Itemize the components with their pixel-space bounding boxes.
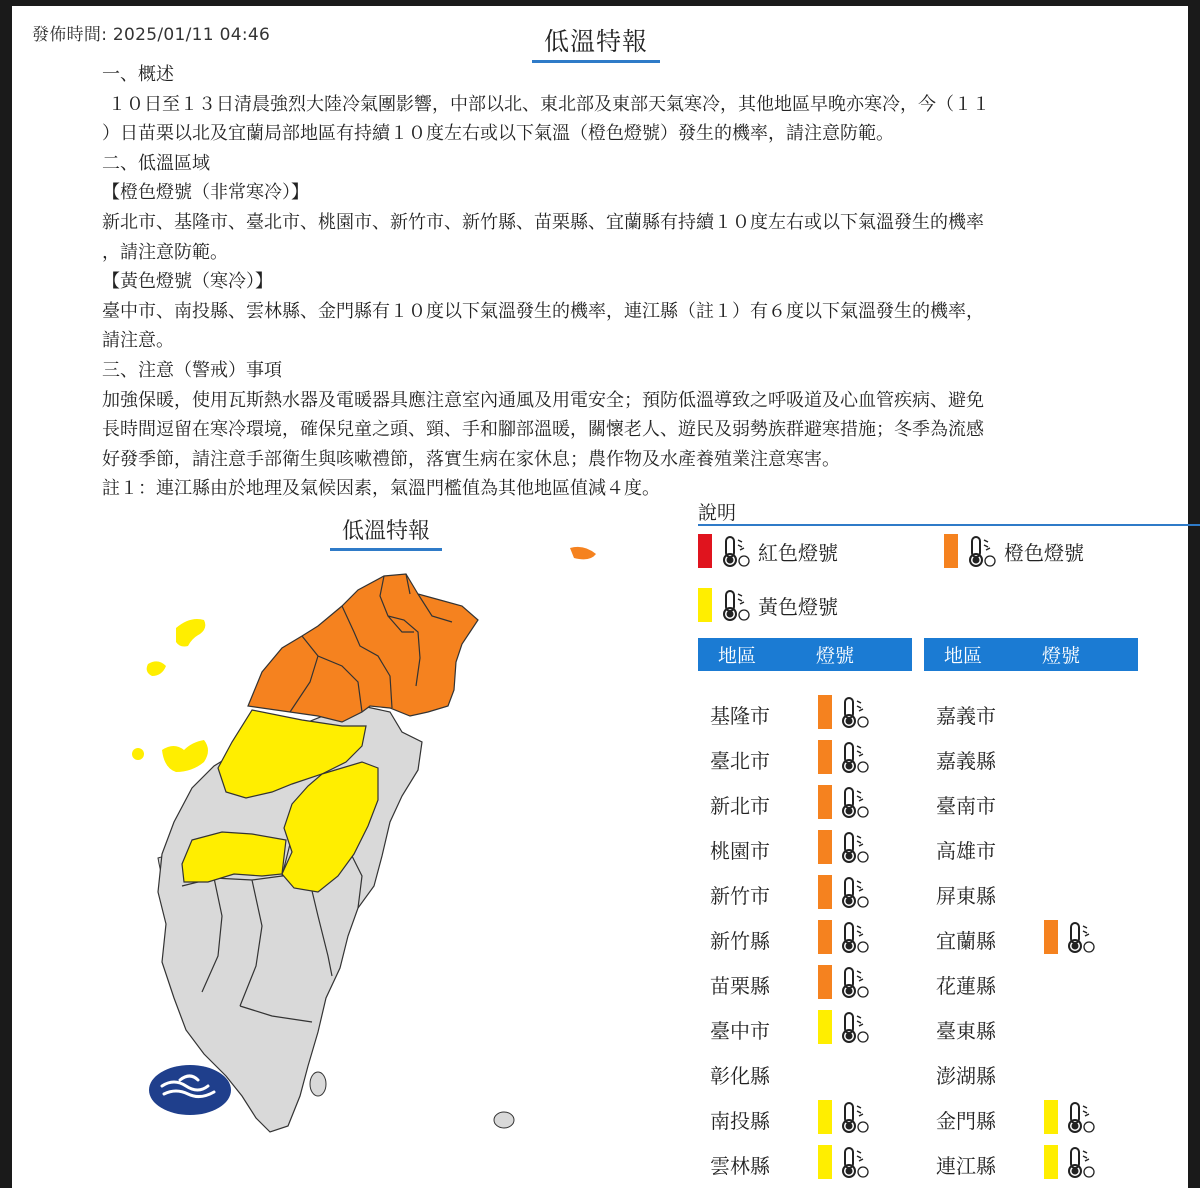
region-yellow-islands [162,740,208,772]
table-row [710,692,910,732]
region-name: 連江縣 [936,1154,996,1178]
thermometer-cold-icon [836,1100,870,1134]
region-name: 臺北市 [710,749,770,773]
text-line: 加強保暖，使用瓦斯熱水器及電暖器具應注意室內通風及用電安全；預防低溫導致之呼吸道及心血管疾病、避免 [102,389,984,411]
signal-swatch-orange [818,740,832,774]
legend-label: 紅色燈號 [758,540,838,565]
signal-icon [1062,1100,1096,1139]
text-line: 【黃色燈號（寒冷）】 [102,271,273,293]
signal-swatch-yellow [818,1145,832,1179]
thermometer-cold-icon [836,785,870,819]
signal-icon [836,920,870,959]
thermometer-cold-icon [1062,1100,1096,1134]
thermometer-cold-icon [718,534,750,568]
signal-swatch-yellow [818,1010,832,1044]
col-region-header: 地區 [718,645,757,667]
signal-icon [836,875,870,914]
thermometer-cold-icon [836,695,870,729]
table-row [710,782,910,822]
region-name: 基隆市 [710,704,770,728]
region-name: 屏東縣 [936,884,996,908]
region-islet [494,1112,514,1128]
text-line: 好發季節，請注意手部衛生與咳嗽禮節，落實生病在家休息；農作物及水產養殖業注意寒害。 [102,448,840,470]
table-header-left [698,638,912,671]
legend-item-yellow [698,588,838,622]
thermometer-cold-icon [836,830,870,864]
table-row [710,872,910,912]
table-row [936,1097,1136,1137]
signal-icon [836,785,870,824]
page-title: 低溫特報 [532,22,660,63]
cwa-logo-icon [148,1064,232,1116]
signal-icon [836,1100,870,1139]
text-line: ，請注意防範。 [102,241,228,263]
table-row [710,1097,910,1137]
region-name: 新竹市 [710,884,770,908]
col-region-header: 地區 [944,645,983,667]
table-row [936,737,1136,777]
table-row [710,917,910,957]
signal-swatch-orange [1044,920,1058,954]
region-kinmen-south [147,661,166,676]
table-row [936,827,1136,867]
region-name: 金門縣 [936,1109,996,1133]
region-name: 澎湖縣 [936,1064,996,1088]
signal-swatch-orange [818,785,832,819]
thermometer-cold-icon [718,588,750,622]
text-line: 【橙色燈號（非常寒冷）】 [102,182,309,204]
region-kinmen-north [176,619,205,647]
table-row [710,827,910,867]
region-name: 新竹縣 [710,929,770,953]
legend-item-orange [944,534,1084,568]
text-line: 請注意。 [102,330,174,352]
signal-swatch-orange [818,875,832,909]
signal-icon [1062,1145,1096,1184]
issue-time: 發佈時間: 2025/01/11 04:46 [32,25,271,45]
region-name: 臺中市 [710,1019,770,1043]
region-name: 花蓮縣 [936,974,996,998]
region-name: 臺東縣 [936,1019,996,1043]
signal-icon [836,740,870,779]
legend-divider [698,524,1200,526]
taiwan-map [122,536,622,1136]
region-name: 嘉義縣 [936,749,996,773]
region-name: 嘉義市 [936,704,996,728]
legend-swatch-red [698,534,712,568]
col-signal-header: 燈號 [1042,645,1081,667]
signal-icon [836,830,870,869]
region-name: 臺南市 [936,794,996,818]
thermometer-cold-icon [1062,1145,1096,1179]
region-islet [310,1072,326,1096]
thermometer-cold-icon [836,965,870,999]
region-name: 彰化縣 [710,1064,770,1088]
signal-swatch-yellow [1044,1100,1058,1134]
table-row [936,1142,1136,1182]
region-lienchiang [570,547,596,559]
text-line: 新北市、基隆市、臺北市、桃園市、新竹市、新竹縣、苗栗縣、宜蘭縣有持續１０度左右或以下氣溫發生的機率 [102,211,984,233]
region-name: 南投縣 [710,1109,770,1133]
legend-item-red [698,534,838,568]
table-row [936,917,1136,957]
legend-label: 橙色燈號 [1004,540,1084,565]
signal-icon [836,695,870,734]
text-line: ）日苗栗以北及宜蘭局部地區有持續１０度左右或以下氣溫（橙色燈號）發生的機率，請注意防範。 [102,123,894,145]
table-row [936,692,1136,732]
region-name: 雲林縣 [710,1154,770,1178]
thermometer-cold-icon [836,740,870,774]
legend-swatch-orange [944,534,958,568]
table-row [936,1007,1136,1047]
legend-label: 黃色燈號 [758,594,838,619]
table-row [710,737,910,777]
text-line: １０日至１３日清晨強烈大陸冷氣團影響，中部以北、東北部及東部天氣寒冷，其他地區早晚亦寒冷，今（１１ [108,93,990,115]
signal-swatch-orange [818,695,832,729]
region-name: 宜蘭縣 [936,929,996,953]
bulletin-page [12,6,1188,1188]
text-line: 二、低溫區域 [102,152,210,174]
thermometer-cold-icon [836,1010,870,1044]
thermometer-cold-icon [836,1145,870,1179]
col-signal-header: 燈號 [816,645,855,667]
table-row [710,1007,910,1047]
table-row [710,962,910,1002]
table-row [936,872,1136,912]
signal-icon [836,1145,870,1184]
region-name: 新北市 [710,794,770,818]
region-name: 桃園市 [710,839,770,863]
signal-swatch-orange [818,965,832,999]
map-title: 低溫特報 [330,514,442,551]
table-row [936,1052,1136,1092]
table-row [936,962,1136,1002]
text-line: 長時間逗留在寒冷環境，確保兒童之頭、頸、手和腳部溫暖，關懷老人、遊民及弱勢族群避寒措施；冬季為流感 [102,419,984,441]
table-row [710,1052,910,1092]
table-row [710,1142,910,1182]
text-line: 一、概述 [102,64,174,85]
signal-icon [836,1010,870,1049]
text-line: 註１：連江縣由於地理及氣候因素，氣溫門檻值為其他地區值減４度。 [102,478,660,500]
region-name: 高雄市 [936,839,996,863]
table-header-right [924,638,1138,671]
signal-swatch-yellow [818,1100,832,1134]
region-yunlin [182,832,286,882]
region-yellow-islet [132,748,144,760]
signal-swatch-orange [818,920,832,954]
thermometer-cold-icon [1062,920,1096,954]
thermometer-cold-icon [964,534,996,568]
text-line: 三、注意（警戒）事項 [102,359,282,381]
legend-title: 說明 [698,502,737,524]
thermometer-cold-icon [836,920,870,954]
signal-swatch-yellow [1044,1145,1058,1179]
table-row [936,782,1136,822]
text-line: 臺中市、南投縣、雲林縣、金門縣有１０度以下氣溫發生的機率，連江縣（註１）有６度以下氣溫發生的機率， [102,300,984,322]
signal-swatch-orange [818,830,832,864]
signal-icon [1062,920,1096,959]
thermometer-cold-icon [836,875,870,909]
signal-icon [836,965,870,1004]
region-name: 苗栗縣 [710,974,770,998]
bulletin-text [102,60,1102,504]
legend-swatch-yellow [698,588,712,622]
